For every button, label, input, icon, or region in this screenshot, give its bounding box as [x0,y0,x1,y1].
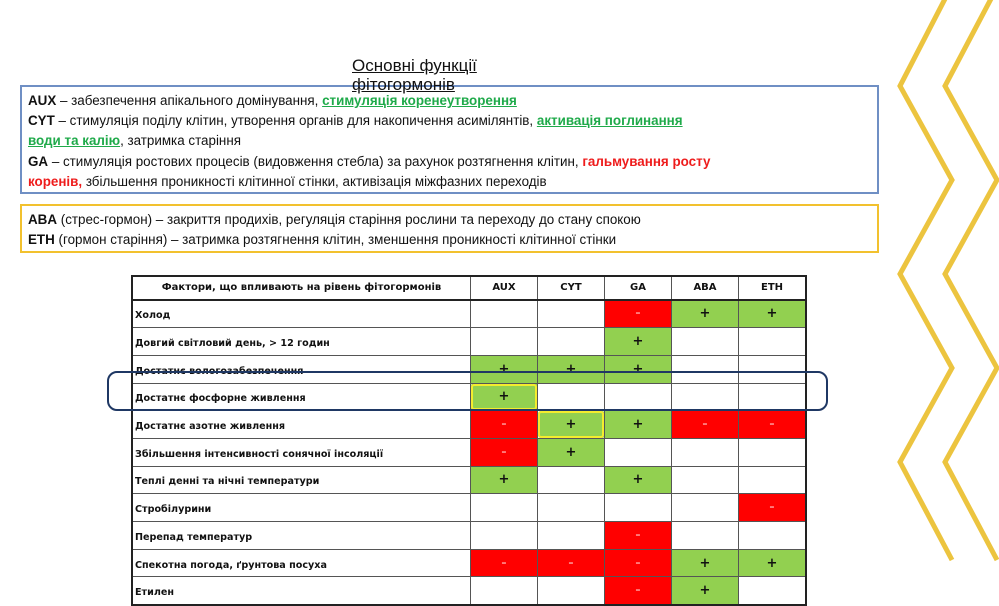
effect-cell [471,300,538,328]
text-line [28,172,871,192]
table-row [132,577,806,605]
decrease-mark: - [769,417,775,433]
increase-mark: + [565,417,577,433]
effect-cell [739,494,807,522]
decrease-mark: - [501,417,507,433]
factor-label: Достатнє фосфорне живлення [132,383,471,411]
column-header-aba: ABA [672,276,739,300]
increase-mark: + [498,389,510,405]
emphasis-text: води та калію [28,133,121,149]
effect-cell [605,577,672,605]
effect-cell [471,438,538,466]
table-row [132,494,806,522]
factor-label: Етилен [132,577,471,605]
effect-cell [739,411,807,439]
effect-cell [672,355,739,383]
table-row [132,328,806,356]
factor-label: Теплі денні та нічні температури [132,466,471,494]
emphasis-text: гальмування росту [582,153,711,169]
decrease-mark: - [635,583,641,599]
effect-cell [538,494,605,522]
effect-cell [672,577,739,605]
text-segment: – забезпечення апікального домінування, [56,93,323,108]
effect-cell [605,355,672,383]
factor-label: Достатнє азотне живлення [132,411,471,439]
effect-cell [471,328,538,356]
increase-mark: + [632,472,644,488]
text-line [28,230,871,250]
increase-mark: + [766,306,778,322]
table-header-row [132,276,806,300]
text-segment: (гормон старіння) – затримка розтягнення клітин, зменшення проникності клітинної стінки [54,232,617,247]
effect-cell [471,522,538,550]
effect-cell [739,300,807,328]
column-header-cyt: CYT [538,276,605,300]
increase-mark: + [565,361,577,377]
effect-cell [538,549,605,577]
effect-cell [605,300,672,328]
table-row [132,522,806,550]
effect-cell [538,300,605,328]
effect-cell [605,466,672,494]
decrease-mark: - [501,444,507,460]
decrease-mark: - [769,500,775,516]
text-segment: (стрес-гормон) – закриття продихів, регуляція старіння рослини та переходу до стану спокою [57,212,641,227]
table-row [132,355,806,383]
hormone-functions-box-2 [20,204,879,253]
hormone-abbrev: AUX [28,93,57,108]
factor-label: Довгий світловий день, > 12 годин [132,328,471,356]
effect-cell [739,549,807,577]
text-segment: – стимуляція поділу клітин, утворення органів для накопичення асимілянтів, [54,113,537,129]
text-line [28,91,871,111]
effect-cell [672,411,739,439]
hormone-abbrev: GA [28,153,49,169]
factor-label: Збільшення інтенсивності сонячної інсоляції [132,438,471,466]
increase-mark: + [565,444,577,460]
effect-cell [605,549,672,577]
effect-cell [471,411,538,439]
increase-mark: + [632,417,644,433]
effect-cell [739,383,807,411]
text-segment: – стимуляція ростових процесів (видовження стебла) за рахунок розтягнення клітин, [48,153,583,169]
page-title: Основні функції фітогормонів [352,56,477,94]
effect-cell [471,355,538,383]
effect-cell [672,494,739,522]
effect-cell [538,328,605,356]
increase-mark: + [632,361,644,377]
table-row [132,383,806,411]
effect-cell [538,411,605,439]
effect-cell [672,522,739,550]
effect-cell [471,549,538,577]
decrease-mark: - [501,555,507,571]
effect-cell [605,411,672,439]
factor-label: Холод [132,300,471,328]
increase-mark: + [498,361,510,377]
effect-cell [538,522,605,550]
increase-mark: + [766,555,778,571]
increase-mark: + [632,334,644,350]
factor-label: Перепад температур [132,522,471,550]
effect-cell [739,355,807,383]
effect-cell [672,549,739,577]
table-row [132,438,806,466]
table-row [132,411,806,439]
hormone-functions-box-1 [20,85,879,194]
increase-mark: + [498,472,510,488]
effect-cell [471,494,538,522]
effect-cell [739,577,807,605]
table-row [132,466,806,494]
text-line [28,131,871,151]
increase-mark: + [699,306,711,322]
effect-cell [538,438,605,466]
increase-mark: + [699,555,711,571]
emphasis-text: коренів, [28,173,83,189]
column-header-eth: ETH [739,276,807,300]
decrease-mark: - [635,306,641,322]
effect-cell [739,466,807,494]
effect-cell [471,383,538,411]
effect-cell [672,466,739,494]
zigzag-line-2 [945,0,997,560]
text-line [28,111,871,131]
effect-cell [471,577,538,605]
emphasis-text: активація поглинання [536,113,683,129]
column-header-aux: AUX [471,276,538,300]
hormone-abbrev: ABA [28,212,58,227]
effect-cell [672,328,739,356]
effect-cell [605,522,672,550]
effect-cell [538,383,605,411]
text-segment: збільшення проникності клітинної стінки, активізація міжфазних переходів [82,173,547,189]
effect-cell [538,577,605,605]
text-line [28,210,871,230]
effect-cell [605,328,672,356]
effect-cell [605,383,672,411]
factor-label: Спекотна погода, ґрунтова посуха [132,549,471,577]
decrease-mark: - [635,555,641,571]
decrease-mark: - [702,417,708,433]
table-row [132,549,806,577]
table-row [132,300,806,328]
effect-cell [672,438,739,466]
effect-cell [538,466,605,494]
effect-cell [672,300,739,328]
hormone-abbrev: CYT [28,113,55,129]
effect-cell [739,328,807,356]
decrease-mark: - [635,527,641,543]
effect-cell [471,466,538,494]
effect-cell [605,494,672,522]
increase-mark: + [699,583,711,599]
factor-label: Стробілурини [132,494,471,522]
effect-cell [739,522,807,550]
text-line [28,152,871,172]
effect-cell [672,383,739,411]
column-header-factors: Фактори, що впливають на рівень фітогормонів [132,276,471,300]
emphasis-text: стимуляція коренеутворення [322,93,517,108]
effect-cell [605,438,672,466]
text-segment: , затримка старіння [120,133,241,149]
effect-cell [538,355,605,383]
factors-table [131,275,807,606]
column-header-ga: GA [605,276,672,300]
hormone-abbrev: ETH [28,232,55,247]
effect-cell [739,438,807,466]
decrease-mark: - [568,555,574,571]
factor-label: Достатнє вологозабезпечення [132,355,471,383]
